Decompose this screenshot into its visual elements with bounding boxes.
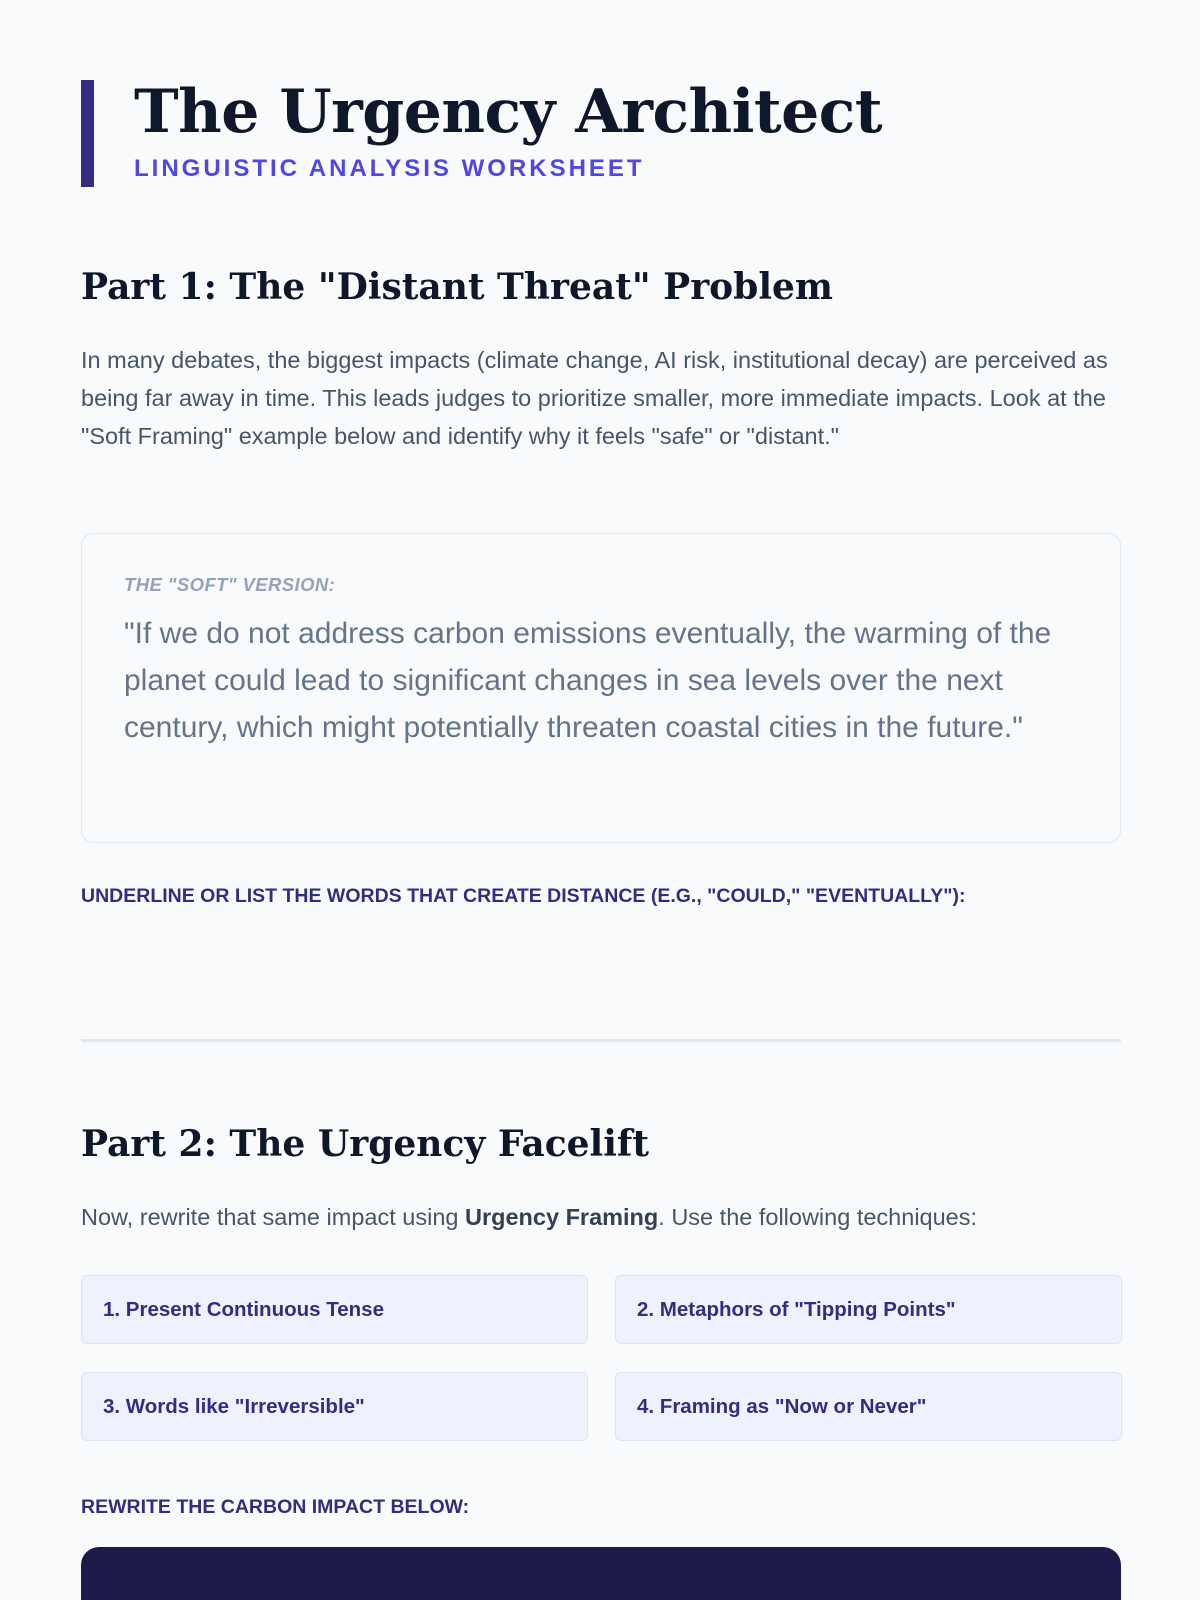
part2-heading: Part 2: The Urgency Facelift (81, 1123, 650, 1165)
distance-words-prompt: UNDERLINE OR LIST THE WORDS THAT CREATE DISTANCE (E.G., "COULD," "EVENTUALLY"): (81, 885, 966, 907)
worksheet-header (81, 77, 1121, 188)
part1-heading: Part 1: The "Distant Threat" Problem (81, 266, 834, 308)
part1-intro: In many debates, the biggest impacts (climate change, AI risk, institutional decay) are perceived as being far away in time. This leads judges to prioritize smaller, more immediate impacts. Look at the "Soft Framing" example below and identify why it feels "safe" or "distant." (81, 347, 1108, 449)
page-title: The Urgency Architect (134, 77, 883, 147)
technique-card-present-tense: 1. Present Continuous Tense (81, 1275, 588, 1344)
page-subtitle: LINGUISTIC ANALYSIS WORKSHEET (134, 155, 645, 182)
part2-intro (81, 1198, 1121, 1236)
soft-version-label: THE "SOFT" VERSION: (124, 574, 336, 595)
header-accent-bar (81, 80, 94, 187)
part2-intro-bold: Urgency Framing (465, 1204, 659, 1230)
technique-card-irreversible: 3. Words like "Irreversible" (81, 1372, 588, 1441)
distance-words-answer-area[interactable] (81, 915, 1121, 1005)
part2-intro-before: Now, rewrite that same impact using (81, 1204, 465, 1230)
part2-intro-after: . Use the following techniques: (658, 1204, 978, 1230)
section-divider (81, 1039, 1121, 1042)
rewrite-prompt: REWRITE THE CARBON IMPACT BELOW: (81, 1496, 470, 1518)
soft-version-quote: "If we do not address carbon emissions eventually, the warming of the planet could lead to significant changes in sea levels over the next century, which might potentially threaten coastal cities in the future." (124, 617, 1052, 744)
technique-card-now-or-never: 4. Framing as "Now or Never" (615, 1372, 1122, 1441)
soft-version-box (81, 533, 1121, 843)
rewrite-answer-box[interactable] (81, 1547, 1121, 1600)
technique-card-tipping-points: 2. Metaphors of "Tipping Points" (615, 1275, 1122, 1344)
